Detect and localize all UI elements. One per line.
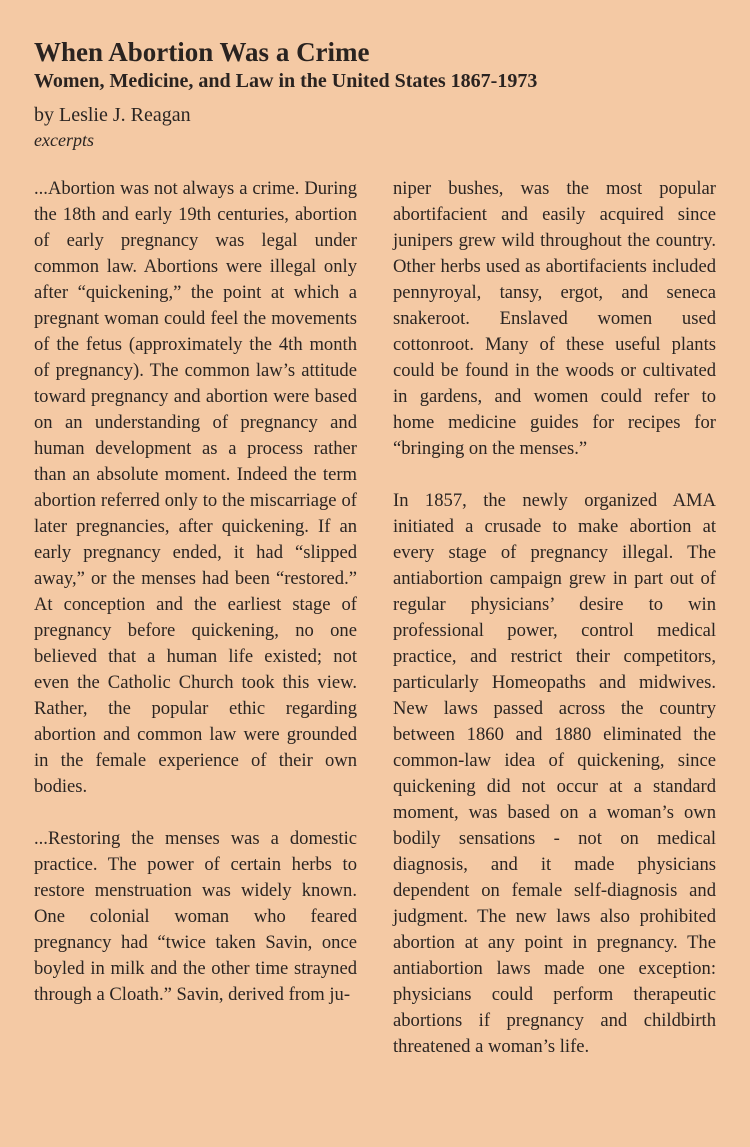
left-column <box>34 176 357 1060</box>
left-paragraph-2: ...Restoring the menses was a domestic practice. The power of certain herbs to restore menstruation was widely known. One colonial woman who feared pregnancy had “twice taken Savin, once boyled in milk and the other time strayned through a Cloath.” Savin, derived from ju- <box>34 828 357 1005</box>
right-paragraph-1: niper bushes, was the most popular abortifacient and easily acquired since junipers grew wild throughout the country. Other herbs used as abortifacients included pennyroyal, tansy, ergot, and seneca snakeroot. Enslaved women used cottonroot. Many of these useful plants could be found in the woods or cultivated in gardens, and women could refer to home medicine guides for recipes for “bringing on the menses.” <box>393 178 716 459</box>
author-byline: by Leslie J. Reagan <box>34 104 191 126</box>
right-column <box>393 176 716 1060</box>
page-title: When Abortion Was a Crime <box>34 37 370 67</box>
body-columns <box>34 176 716 1060</box>
excerpts-label: excerpts <box>34 130 94 150</box>
left-paragraph-1: ...Abortion was not always a crime. During the 18th and early 19th centuries, abortion of early pregnancy was legal under common law. Abortions were illegal only after “quickening,” the point at which a pregnant woman could feel the movements of the fetus (approximately the 4th month of pregnancy). The common law’s attitude toward pregnancy and abortion were based on an understanding of pregnancy and human development as a process rather than an absolute moment. Indeed the term abortion referred only to the miscarriage of later pregnancies, after quickening. If an early pregnancy ended, it had “slipped away,” or the menses had been “restored.” At conception and the earliest stage of pregnancy before quickening, no one believed that a human life existed; not even the Catholic Church took this view. Rather, the popular ethic regarding abortion and common law were grounded in the female experience of their own bodies. <box>34 178 357 797</box>
page-subtitle: Women, Medicine, and Law in the United States 1867-1973 <box>34 70 538 92</box>
right-paragraph-2: In 1857, the newly organized AMA initiated a crusade to make abortion at every stage of pregnancy illegal. The antiabortion campaign grew in part out of regular physicians’ desire to win professional power, control medical practice, and restrict their competitors, particularly Homeopaths and midwives. New laws passed across the country between 1860 and 1880 eliminated the common-law idea of quickening, since quickening did not occur at a standard moment, was based on a woman’s own bodily sensations - not on medical diagnosis, and it made physicians dependent on female self-diagnosis and judgment. The new laws also prohibited abortion at any point in pregnancy. The antiabortion laws made one exception: physicians could perform therapeutic abortions if pregnancy and childbirth threatened a woman’s life. <box>393 490 716 1057</box>
